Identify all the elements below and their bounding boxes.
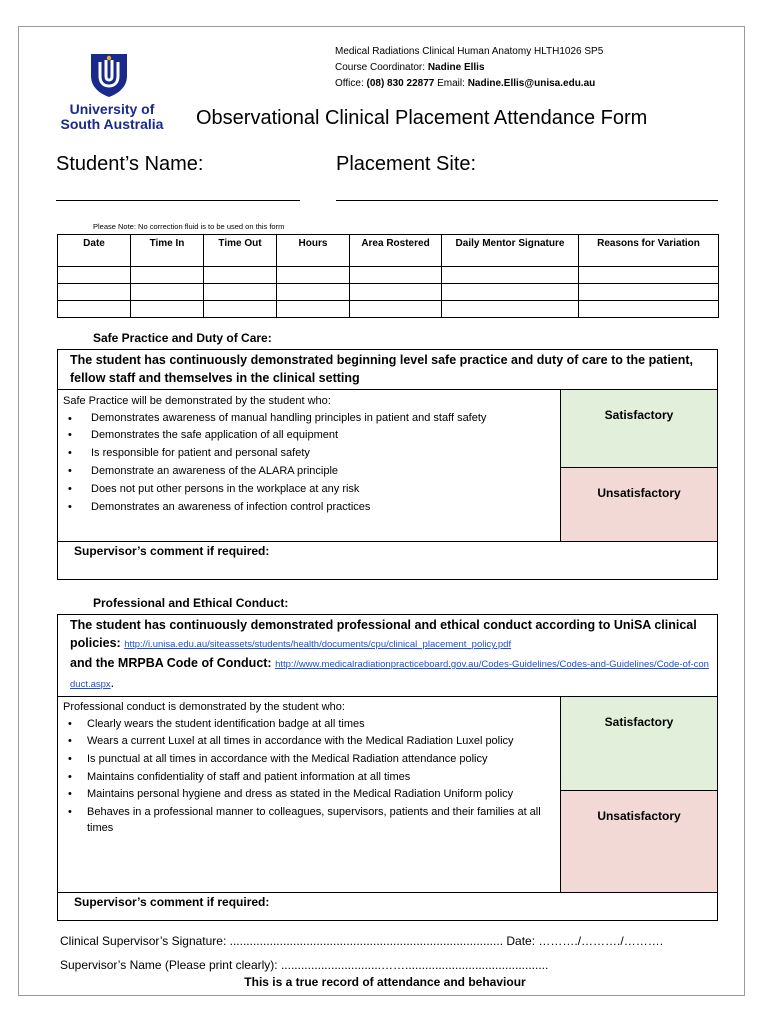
table-row[interactable] xyxy=(58,301,719,318)
safe-practice-intro: Safe Practice will be demonstrated by the student who: xyxy=(63,395,331,407)
col-mentor-signature: Daily Mentor Signature xyxy=(442,235,579,267)
professional-title: Professional and Ethical Conduct: xyxy=(93,596,289,610)
list-item: • Behaves in a professional manner to colleagues, supervisors, patients and their families at all times xyxy=(63,804,554,836)
student-name-field[interactable] xyxy=(56,200,300,201)
col-hours: Hours xyxy=(277,235,350,267)
shield-icon xyxy=(89,52,129,98)
unisa-logo xyxy=(52,50,172,140)
coordinator-line: Course Coordinator: Nadine Ellis xyxy=(335,62,485,73)
list-item: • Demonstrates an awareness of infection control practices xyxy=(63,498,554,516)
professional-intro: Professional conduct is demonstrated by the student who: xyxy=(63,701,345,713)
record-statement: This is a true record of attendance and behaviour xyxy=(244,975,526,989)
placement-site-label: Placement Site: xyxy=(336,153,477,175)
form-title: Observational Clinical Placement Attendance Form xyxy=(196,107,648,129)
col-area-rostered: Area Rostered xyxy=(350,235,442,267)
unsatisfactory-option[interactable]: Unsatisfactory xyxy=(561,468,717,541)
list-item: • Demonstrate an awareness of the ALARA principle xyxy=(63,462,554,480)
list-item: • Maintains confidentiality of staff and patient information at all times xyxy=(63,769,554,786)
professional-statement: The student has continuously demonstrated professional and ethical conduct according to UniSA clinical policies: http://i.unisa.edu.au/siteassets/students/health/documents/cpu/clinical_placement_policy.pdf and the MRPBA Code of Conduct: http://www.medicalradiationpracticeboard.gov.au/Codes-Guidelines/Codes-and-Guidelines/Code-of-conduct.aspx. xyxy=(58,615,717,697)
satisfactory-option[interactable]: Satisfactory xyxy=(561,697,717,791)
supervisor-signature-line[interactable]: Clinical Supervisor’s Signature: .................................................................................. Date: ………./………./………. xyxy=(60,934,664,948)
list-item: • Is punctual at all times in accordance with the Medical Radiation attendance policy xyxy=(63,751,554,767)
supervisor-comment-label[interactable]: Supervisor’s comment if required: xyxy=(74,895,270,909)
safe-practice-status xyxy=(561,390,717,541)
list-item: • Maintains personal hygiene and dress as stated in the Medical Radiation Uniform policy xyxy=(63,786,554,802)
safe-practice-body xyxy=(58,390,717,542)
table-row[interactable] xyxy=(58,267,719,284)
course-name: Medical Radiations Clinical Human Anatomy HLTH1026 SP5 xyxy=(335,46,604,57)
satisfactory-option[interactable]: Satisfactory xyxy=(561,390,717,468)
logo-text: University of South Australia xyxy=(60,101,164,132)
col-reasons-variation: Reasons for Variation xyxy=(579,235,719,267)
office-line: Office: (08) 830 22877 Email: Nadine.Ellis@unisa.edu.au xyxy=(335,78,596,89)
safe-practice-title: Safe Practice and Duty of Care: xyxy=(93,331,272,345)
professional-status xyxy=(561,697,717,892)
course-info xyxy=(335,44,603,92)
col-time-out: Time Out xyxy=(204,235,277,267)
safe-practice-statement: The student has continuously demonstrated beginning level safe practice and duty of care to the patient, fellow staff and themselves in the clinical setting xyxy=(58,350,717,390)
list-item: • Does not put other persons in the workplace at any risk xyxy=(63,480,554,498)
supervisor-comment-label[interactable]: Supervisor’s comment if required: xyxy=(74,544,270,558)
professional-box xyxy=(57,614,718,921)
list-item: • Is responsible for patient and personal safety xyxy=(63,444,554,462)
col-date: Date xyxy=(58,235,131,267)
col-time-in: Time In xyxy=(131,235,204,267)
unsatisfactory-option[interactable]: Unsatisfactory xyxy=(561,791,717,892)
student-name-label: Student’s Name: xyxy=(56,153,204,175)
placement-site-field[interactable] xyxy=(336,200,718,201)
safe-practice-criteria xyxy=(58,390,561,541)
professional-body xyxy=(58,697,717,893)
correction-note: Please Note: No correction fluid is to be used on this form xyxy=(93,222,285,231)
safe-practice-box xyxy=(57,349,718,580)
policy-link[interactable]: http://i.unisa.edu.au/siteassets/students/health/documents/cpu/clinical_placement_policy.pdf xyxy=(124,639,512,650)
list-item: • Clearly wears the student identification badge at all times xyxy=(63,716,554,733)
list-item: • Wears a current Luxel at all times in accordance with the Medical Radiation Luxel policy xyxy=(63,733,554,749)
list-item: • Demonstrates awareness of manual handling principles in patient and staff safety xyxy=(63,410,554,426)
supervisor-name-line[interactable]: Supervisor’s Name (Please print clearly): ..............................……........................................... xyxy=(60,958,549,972)
code-of-conduct-link[interactable]: http://www.medicalradiationpracticeboard.gov.au/Codes-Guidelines/Codes-and-Guidelines/Code-of-conduct.aspx xyxy=(70,659,709,690)
attendance-table xyxy=(57,234,719,318)
list-item: • Demonstrates the safe application of all equipment xyxy=(63,426,554,444)
table-row[interactable] xyxy=(58,284,719,301)
professional-criteria xyxy=(58,697,561,892)
